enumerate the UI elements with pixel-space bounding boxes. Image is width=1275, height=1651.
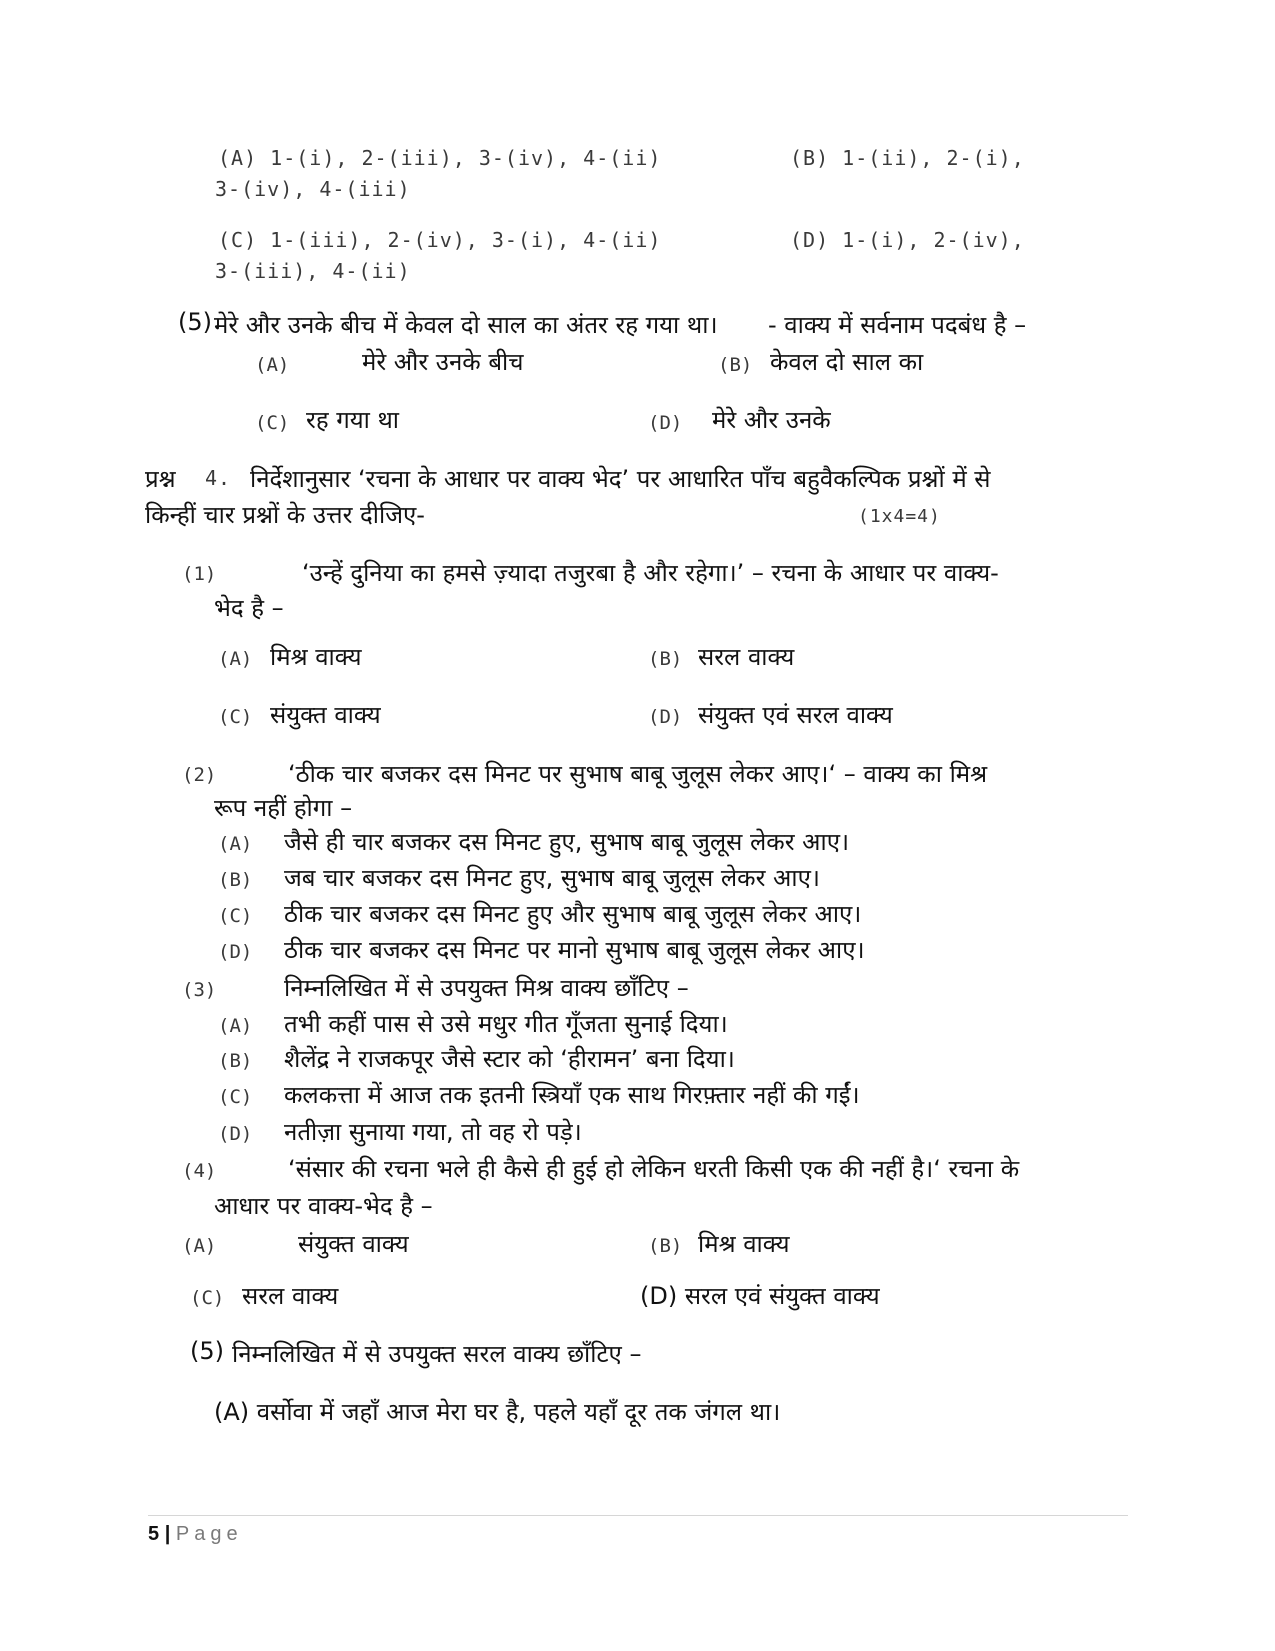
q4-3-option-a-label: (A)	[218, 1015, 253, 1037]
q4-5-number: (5)	[190, 1337, 224, 1365]
q4-4-option-b-label: (B)	[648, 1235, 683, 1257]
option-d-match-line1: (D) 1-(i), 2-(iv),	[790, 228, 1025, 252]
q3-5-option-a-label: (A)	[255, 354, 290, 376]
footer-separator: |	[164, 1523, 171, 1545]
q4-2-option-d-label: (D)	[218, 941, 253, 963]
q4-2-option-c: ठीक चार बजकर दस मिनट हुए और सुभाष बाबू जुलूस लेकर आए।	[284, 900, 862, 928]
q3-5-tail: - वाक्य में सर्वनाम पदबंध है –	[768, 311, 1027, 339]
q4-marks: (1x4=4)	[858, 506, 941, 527]
q4-heading-line1: निर्देशानुसार ‘रचना के आधार पर वाक्य भेद’ पर आधारित पाँच बहुवैकल्पिक प्रश्नों में से	[250, 465, 991, 493]
q4-3-option-a: तभी कहीं पास से उसे मधुर गीत गूँजता सुनाई दिया।	[284, 1010, 728, 1038]
q4-1-option-a: मिश्र वाक्य	[270, 643, 362, 671]
option-c-match: (C) 1-(iii), 2-(iv), 3-(i), 4-(ii)	[218, 228, 662, 252]
q4-4-option-d: (D) सरल एवं संयुक्त वाक्य	[640, 1282, 880, 1310]
option-a-match: (A) 1-(i), 2-(iii), 3-(iv), 4-(ii)	[218, 146, 662, 170]
q4-number: 4.	[205, 466, 232, 490]
q4-1-text-line2: भेद है –	[214, 594, 284, 622]
q3-5-option-b-label: (B)	[718, 354, 753, 376]
q4-3-option-d-label: (D)	[218, 1123, 253, 1145]
q4-2-option-b-label: (B)	[218, 869, 253, 891]
q4-3-option-d: नतीज़ा सुनाया गया, तो वह रो पड़े।	[284, 1118, 582, 1146]
option-b-match-line2: 3-(iv), 4-(iii)	[215, 177, 411, 201]
q3-5-option-d-label: (D)	[648, 412, 683, 434]
q3-5-option-b: केवल दो साल का	[770, 348, 924, 376]
q4-1-option-d-label: (D)	[648, 706, 683, 728]
q4-4-text-line2: आधार पर वाक्य-भेद है –	[214, 1192, 433, 1220]
q4-1-number: (1)	[182, 563, 217, 585]
q4-3-option-b: शैलेंद्र ने राजकपूर जैसे स्टार को ‘हीरामन’ बना दिया।	[284, 1045, 735, 1073]
q4-5-text: निम्नलिखित में से उपयुक्त सरल वाक्य छाँटिए –	[232, 1340, 642, 1368]
q4-3-option-b-label: (B)	[218, 1050, 253, 1072]
q4-4-number: (4)	[182, 1160, 217, 1182]
q4-1-option-a-label: (A)	[218, 648, 253, 670]
q4-heading-line2: किन्हीं चार प्रश्नों के उत्तर दीजिए-	[145, 501, 425, 529]
option-b-match-line1: (B) 1-(ii), 2-(i),	[790, 146, 1025, 170]
page-footer	[148, 1523, 243, 1546]
q4-2-option-a-label: (A)	[218, 833, 253, 855]
q4-2-option-c-label: (C)	[218, 905, 253, 927]
q3-5-option-a: मेरे और उनके बीच	[362, 348, 524, 376]
q4-1-option-b: सरल वाक्य	[698, 643, 795, 671]
q4-3-option-c: कलकत्ता में आज तक इतनी स्त्रियाँ एक साथ गिरफ़्तार नहीं की गईं।	[284, 1081, 860, 1109]
q4-4-option-b: मिश्र वाक्य	[698, 1230, 790, 1258]
q3-5-option-c: रह गया था	[306, 406, 400, 434]
q4-2-text: ‘ठीक चार बजकर दस मिनट पर सुभाष बाबू जुलूस लेकर आए।‘ – वाक्य का मिश्र	[288, 760, 988, 788]
q4-1-option-b-label: (B)	[648, 648, 683, 670]
q4-3-text: निम्नलिखित में से उपयुक्त मिश्र वाक्य छाँटिए –	[284, 974, 689, 1002]
q4-4-option-a-label: (A)	[182, 1235, 217, 1257]
q4-1-option-d: संयुक्त एवं सरल वाक्य	[698, 701, 893, 729]
footer-divider	[148, 1515, 1128, 1516]
page-word: Page	[175, 1523, 243, 1545]
q4-1-option-c-label: (C)	[218, 706, 253, 728]
q4-2-text-line2: रूप नहीं होगा –	[214, 794, 353, 822]
q4-1-text: ‘उन्हें दुनिया का हमसे ज़्यादा तजुरबा है और रहेगा।’ – रचना के आधार पर वाक्य-	[302, 559, 999, 587]
q4-4-text: ‘संसार की रचना भले ही कैसे ही हुई हो लेकिन धरती किसी एक की नहीं है।‘ रचना के	[288, 1155, 1020, 1183]
q4-3-number: (3)	[182, 979, 217, 1001]
q3-5-number: (5)	[178, 308, 212, 336]
q4-4-option-c-label: (C)	[190, 1287, 225, 1309]
q3-5-text: मेरे और उनके बीच में केवल दो साल का अंतर रह गया था।	[214, 311, 718, 339]
q4-4-option-a: संयुक्त वाक्य	[298, 1230, 409, 1258]
option-d-match-line2: 3-(iii), 4-(ii)	[215, 259, 411, 283]
page-number: 5	[148, 1523, 160, 1545]
q3-5-option-d: मेरे और उनके	[712, 406, 831, 434]
q4-1-option-c: संयुक्त वाक्य	[270, 701, 381, 729]
q4-3-option-c-label: (C)	[218, 1086, 253, 1108]
q4-2-option-d: ठीक चार बजकर दस मिनट पर मानो सुभाष बाबू जुलूस लेकर आए।	[284, 936, 865, 964]
q4-2-option-b: जब चार बजकर दस मिनट हुए, सुभाष बाबू जुलूस लेकर आए।	[284, 864, 820, 892]
q3-5-option-c-label: (C)	[255, 412, 290, 434]
q4-5-option-a: (A) वर्सोवा में जहाँ आज मेरा घर है, पहले यहाँ दूर तक जंगल था।	[214, 1398, 781, 1426]
q4-prefix: प्रश्न	[145, 465, 176, 493]
q4-4-option-c: सरल वाक्य	[242, 1282, 339, 1310]
q4-2-option-a: जैसे ही चार बजकर दस मिनट हुए, सुभाष बाबू जुलूस लेकर आए।	[284, 828, 850, 856]
q4-2-number: (2)	[182, 764, 217, 786]
